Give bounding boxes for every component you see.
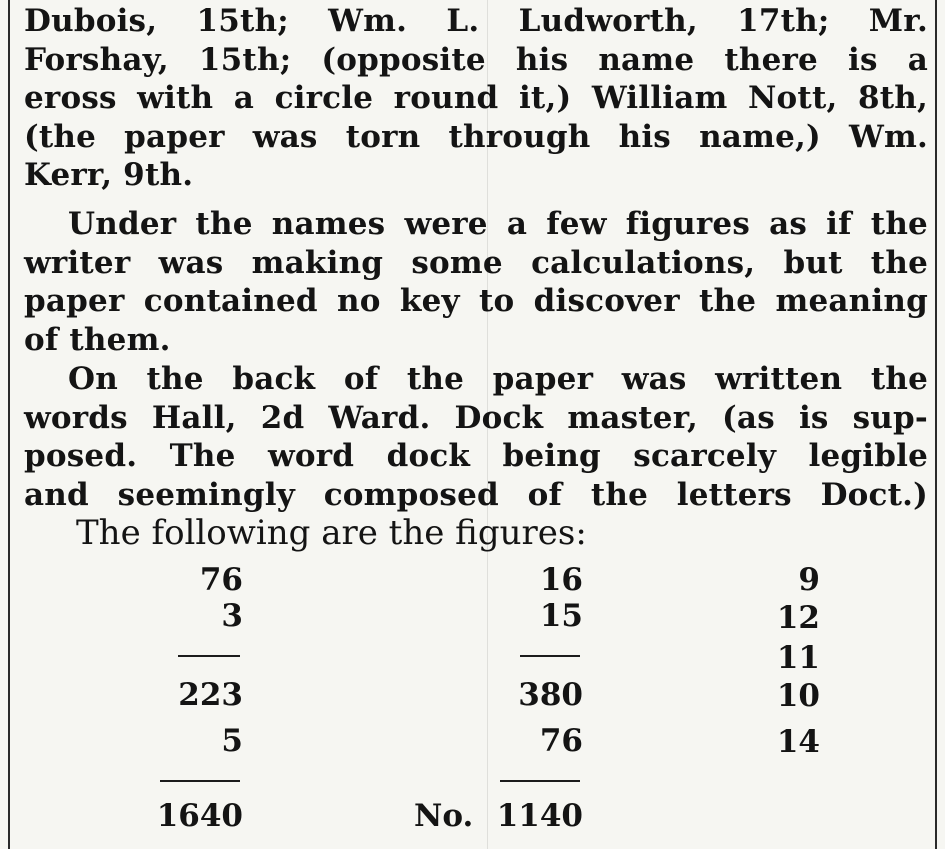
- text-line: On the back of the paper was written the: [68, 361, 928, 397]
- sum-rule: [178, 655, 240, 657]
- text-line: (the paper was torn through his name,) Wm.: [24, 118, 928, 155]
- figure-col2-value: 16: [539, 562, 583, 598]
- text-line: words Hall, 2d Ward. Dock master, (as is sup-: [24, 399, 928, 436]
- text-line: paper contained no key to discover the meaning: [24, 283, 928, 319]
- figure-col1-value: 5: [221, 723, 243, 759]
- figure-col1-value: 76: [199, 562, 243, 598]
- text-line: and seemingly composed of the letters Doct.): [24, 476, 928, 513]
- text-line: eross with a circle round it,) William Nott, 8th,: [24, 80, 928, 116]
- text-line: Kerr, 9th.: [24, 157, 194, 193]
- figures-heading: The following are the figures:: [76, 513, 587, 553]
- text-line: of them.: [24, 321, 171, 358]
- text-line: writer was making some calculations, but the: [24, 244, 928, 281]
- text-line: Under the names were a few figures as if the: [68, 206, 928, 242]
- figure-col3-value: 9: [798, 562, 820, 598]
- figure-col3-value: 12: [776, 600, 820, 636]
- figure-col2-value: 380: [518, 677, 583, 713]
- text-line: Dubois, 15th; Wm. L. Ludworth, 17th; Mr.: [24, 3, 928, 39]
- figure-col1-value: 3: [221, 598, 243, 634]
- sum-rule: [160, 780, 240, 782]
- number-label: No.: [414, 798, 474, 834]
- figure-col3-value: 10: [776, 678, 820, 714]
- figure-col3-value: 14: [776, 724, 820, 760]
- figure-col2-value: 15: [539, 598, 583, 634]
- text-line: Forshay, 15th; (opposite his name there is a: [24, 41, 928, 78]
- figure-col2-total: 1140: [496, 798, 583, 834]
- sum-rule: [500, 780, 580, 782]
- figure-col1-total: 1640: [156, 798, 243, 834]
- figure-col2-value: 76: [539, 723, 583, 759]
- sum-rule: [520, 655, 580, 657]
- text-line: posed. The word dock being scarcely legible: [24, 438, 928, 474]
- figure-col3-value: 11: [776, 640, 820, 676]
- figure-col1-value: 223: [178, 677, 243, 713]
